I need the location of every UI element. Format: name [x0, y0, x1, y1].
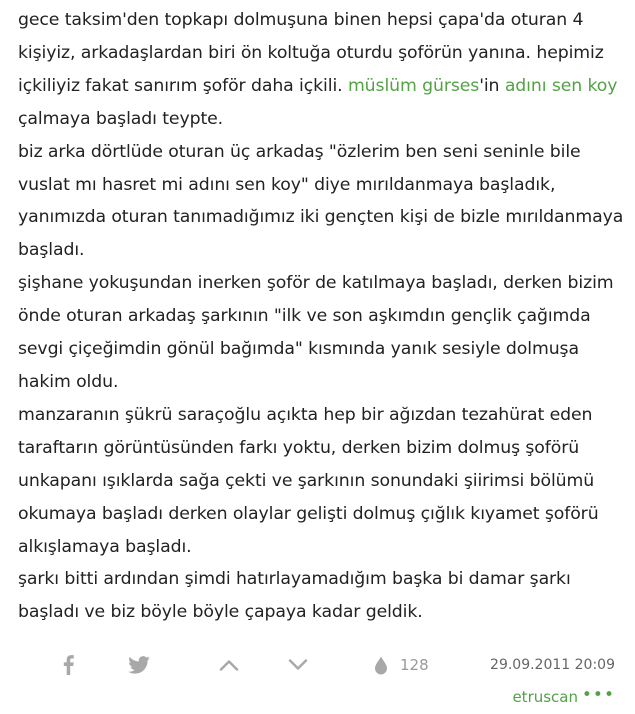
more-options-icon[interactable]: •••: [581, 685, 615, 705]
favorite-drop-icon[interactable]: [372, 652, 390, 678]
downvote-icon[interactable]: [285, 652, 311, 678]
entry-paragraph-3: şişhane yokuşundan inerken şoför de katılmaya başladı, derken bizim önde oturan arkadaş şarkının "ilk ve son aşkımdın gençlik çağımda sevgi çiçeğimdin gönül bağımda" kısmında yanık sesiyle dolmuşa hakim oldu.: [18, 273, 614, 392]
author-link[interactable]: etruscan: [512, 688, 578, 706]
facebook-icon[interactable]: [58, 652, 78, 678]
entry-date[interactable]: 29.09.2011 20:09: [490, 657, 615, 673]
entry-text: çalmaya başladı teypte.: [18, 108, 224, 129]
upvote-icon[interactable]: [216, 652, 242, 678]
entry-text: gece taksim'den topkapı dolmuşuna binen hepsi çapa'da oturan 4 kişiyiz, arkadaşlardan biri ön koltuğa oturdu şoförün yanına. hepimiz içkiliyiz fakat sanırım şoför daha içkili.: [18, 10, 604, 96]
entry-content: [18, 4, 630, 629]
entry-paragraph-1: [18, 4, 630, 136]
entry-paragraph-4: manzaranın şükrü saraçoğlu açıkta hep bir ağızdan tezahürat eden taraftarın görüntüsünden farkı yoktu, derken bizim dolmuş şoförü unkapanı ışıklarda sağa çekti ve şarkının sonundaki şiirimsi bölümü okumaya başladı derken olaylar gelişti dolmuş çığlık kıyamet şoförü alkışlamaya başladı.: [18, 404, 599, 557]
author-row: [0, 685, 635, 713]
entry-footer: [0, 648, 635, 684]
entry-paragraph-5: şarkı bitti ardından şimdi hatırlayamadığım başka bi damar şarkı başladı ve biz böyle böyle çapaya kadar geldik.: [18, 569, 571, 623]
link-adini-sen-koy[interactable]: adını sen koy: [504, 75, 618, 96]
entry-paragraph-2: biz arka dörtlüde oturan üç arkadaş "özlerim ben seni seninle bile vuslat mı hasret mi adını sen koy" diye mırıldanmaya başladık, yanımızda oturan tanımadığımız iki gençten kişi de bizle mırıldanmaya başladı.: [18, 141, 624, 261]
twitter-icon[interactable]: [126, 652, 152, 678]
favorite-count[interactable]: 128: [400, 656, 429, 674]
link-musluem-gurses[interactable]: müslüm gürses: [347, 75, 480, 96]
entry-text: 'in: [479, 75, 505, 96]
